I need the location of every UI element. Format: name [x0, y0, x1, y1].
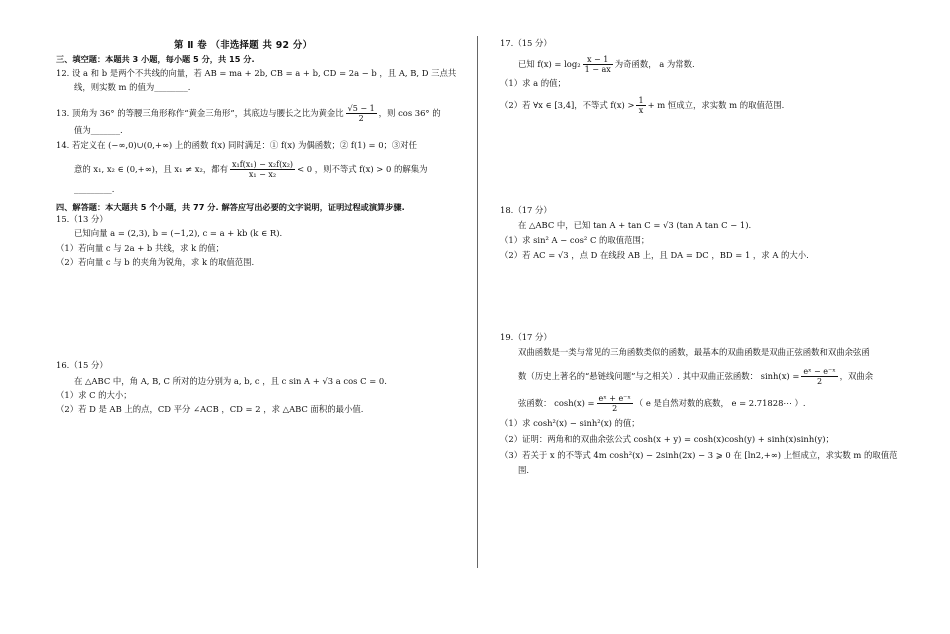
- question-13-text-a: 13. 顶角为 36° 的等腰三角形称作“黄金三角形”，其底边与腰长之比为黄金比: [56, 108, 344, 118]
- question-19-intro-text-a: 数（历史上著名的“悬链线问题”与之相关）. 其中双曲正弦函数： sinh(x) =: [518, 371, 800, 381]
- question-17-text-a: 已知 f(x) = log₂: [518, 59, 581, 69]
- question-19-part-3: （3）若关于 x 的不等式 4m cosh²(x) − 2sinh(2x) − 3 ⩾ 0 在 [ln2,+∞) 上恒成立，求实数 m 的取值范: [500, 450, 898, 460]
- part-title: 第 Ⅱ 卷 （非选择题 共 92 分）: [174, 40, 313, 51]
- question-17-text-b: 为奇函数， a 为常数.: [614, 59, 695, 69]
- question-15-part-2: （2）若向量 c 与 b 的夹角为锐角，求 k 的取值范围.: [56, 257, 255, 267]
- question-19-intro-line-3: [518, 394, 806, 413]
- question-15-given: 已知向量 a = (2,3), b = (−1,2), c = a + kb (k ∈ R).: [74, 228, 283, 238]
- question-19-intro-line-1: 双曲函数是一类与常见的三角函数类似的函数，最基本的双曲函数是双曲正弦函数和双曲余弦函: [518, 347, 870, 357]
- question-15-part-1: （1）若向量 c 与 2a + b 共线，求 k 的值；: [56, 243, 224, 253]
- question-19-cosh-text-b: （ e 是自然对数的底数， e = 2.71828⋯ ）.: [634, 398, 806, 408]
- question-13-line-1: [56, 104, 441, 123]
- golden-ratio-numerator: √5 − 1: [347, 104, 375, 113]
- question-19-intro-line-2: [518, 367, 873, 386]
- question-17-part-2-fraction: [636, 96, 645, 115]
- question-15-header: 15.（13 分）: [56, 214, 108, 224]
- question-14-denominator: x₁ − x₂: [248, 170, 277, 179]
- question-17-part-2-denominator: x: [638, 106, 644, 115]
- question-16-part-1: （1）求 C 的大小；: [56, 390, 132, 400]
- question-17-given: [518, 55, 695, 74]
- question-19-intro-text-b: ，双曲余: [839, 371, 874, 381]
- question-17-part-1: （1）求 a 的值；: [500, 78, 566, 88]
- question-17-denominator: 1 − ax: [584, 65, 611, 74]
- question-14-text-a: 意的 x₁, x₂ ∈ (0,+∞)，且 x₁ ≠ x₂，都有: [74, 164, 228, 174]
- question-19-part-2: （2）证明：两角和的双曲余弦公式 cosh(x + y) = cosh(x)cosh(y) + sinh(x)sinh(y)；: [500, 434, 834, 444]
- question-14-numerator: x₁f(x₁) − x₂f(x₂): [231, 160, 294, 169]
- question-12-line-1: 12. 设 a 和 b 是两个不共线的向量，若 AB = ma + 2b, CB = a + b, CD = 2a − b ，且 A, B, D 三点共: [56, 68, 457, 78]
- question-16-header: 16.（15 分）: [56, 360, 108, 370]
- question-14-line-2: [74, 160, 427, 179]
- question-19-part-3-continued: 围.: [518, 465, 530, 475]
- question-14-line-3: _________.: [74, 184, 115, 194]
- question-19-part-1: （1）求 cosh²(x) − sinh²(x) 的值；: [500, 418, 640, 428]
- golden-ratio-fraction: [346, 104, 377, 123]
- sinh-numerator: eˣ − e⁻ˣ: [803, 367, 836, 376]
- golden-ratio-denominator: 2: [358, 114, 364, 123]
- question-18-header: 18.（17 分）: [500, 205, 552, 215]
- question-14-line-1: 14. 若定义在 (−∞,0)∪(0,+∞) 上的函数 f(x) 同时满足：① f(x) 为偶函数；② f(1) = 0；③对任: [56, 140, 418, 150]
- question-16-given: 在 △ABC 中，角 A, B, C 所对的边分别为 a, b, c ，且 c sin A + √3 a cos C = 0.: [74, 376, 387, 386]
- question-17-fraction: [583, 55, 613, 74]
- question-14-fraction: [230, 160, 295, 179]
- cosh-denominator: 2: [612, 404, 618, 413]
- question-19-cosh-text-a: 弦函数： cosh(x) =: [518, 398, 595, 408]
- question-18-given: 在 △ABC 中，已知 tan A + tan C = √3 (tan A tan C − 1).: [518, 220, 752, 230]
- cosh-numerator: eˣ + e⁻ˣ: [598, 394, 631, 403]
- question-17-part-2-numerator: 1: [638, 96, 644, 105]
- answer-heading: 四、解答题：本大题共 5 个小题，共 77 分. 解答应写出必要的文字说明，证明过程或演算步骤.: [56, 202, 405, 212]
- question-19-header: 19.（17 分）: [500, 332, 552, 342]
- question-13-text-b: ，则 cos 36° 的: [378, 108, 441, 118]
- question-14-text-b: < 0 ，则不等式 f(x) > 0 的解集为: [297, 164, 428, 174]
- question-16-part-2: （2）若 D 是 AB 上的点，CD 平分 ∠ACB ，CD = 2 ，求 △ABC 面积的最小值.: [56, 404, 364, 414]
- question-18-part-1: （1）求 sin² A − cos² C 的取值范围；: [500, 235, 650, 245]
- question-17-part-2: [500, 96, 784, 115]
- question-18-part-2: （2）若 AC = √3 ，点 D 在线段 AB 上，且 DA = DC ，BD = 1 ，求 A 的大小.: [500, 250, 809, 260]
- question-17-part-2-text-b: + m 恒成立，求实数 m 的取值范围.: [647, 100, 785, 110]
- sinh-denominator: 2: [816, 377, 823, 386]
- sinh-fraction: [801, 367, 837, 386]
- column-divider: [477, 36, 478, 568]
- question-17-part-2-text-a: （2）若 ∀x ∈ [3,4]，不等式 f(x) >: [500, 100, 635, 110]
- cosh-fraction: [597, 394, 633, 413]
- question-17-header: 17.（15 分）: [500, 38, 552, 48]
- fill-in-heading: 三、填空题：本题共 3 小题，每小题 5 分，共 15 分.: [56, 54, 255, 64]
- question-12-line-2: 线，则实数 m 的值为________.: [74, 82, 191, 92]
- question-17-numerator: x − 1: [583, 55, 613, 65]
- question-13-line-2: 值为_______.: [74, 125, 123, 135]
